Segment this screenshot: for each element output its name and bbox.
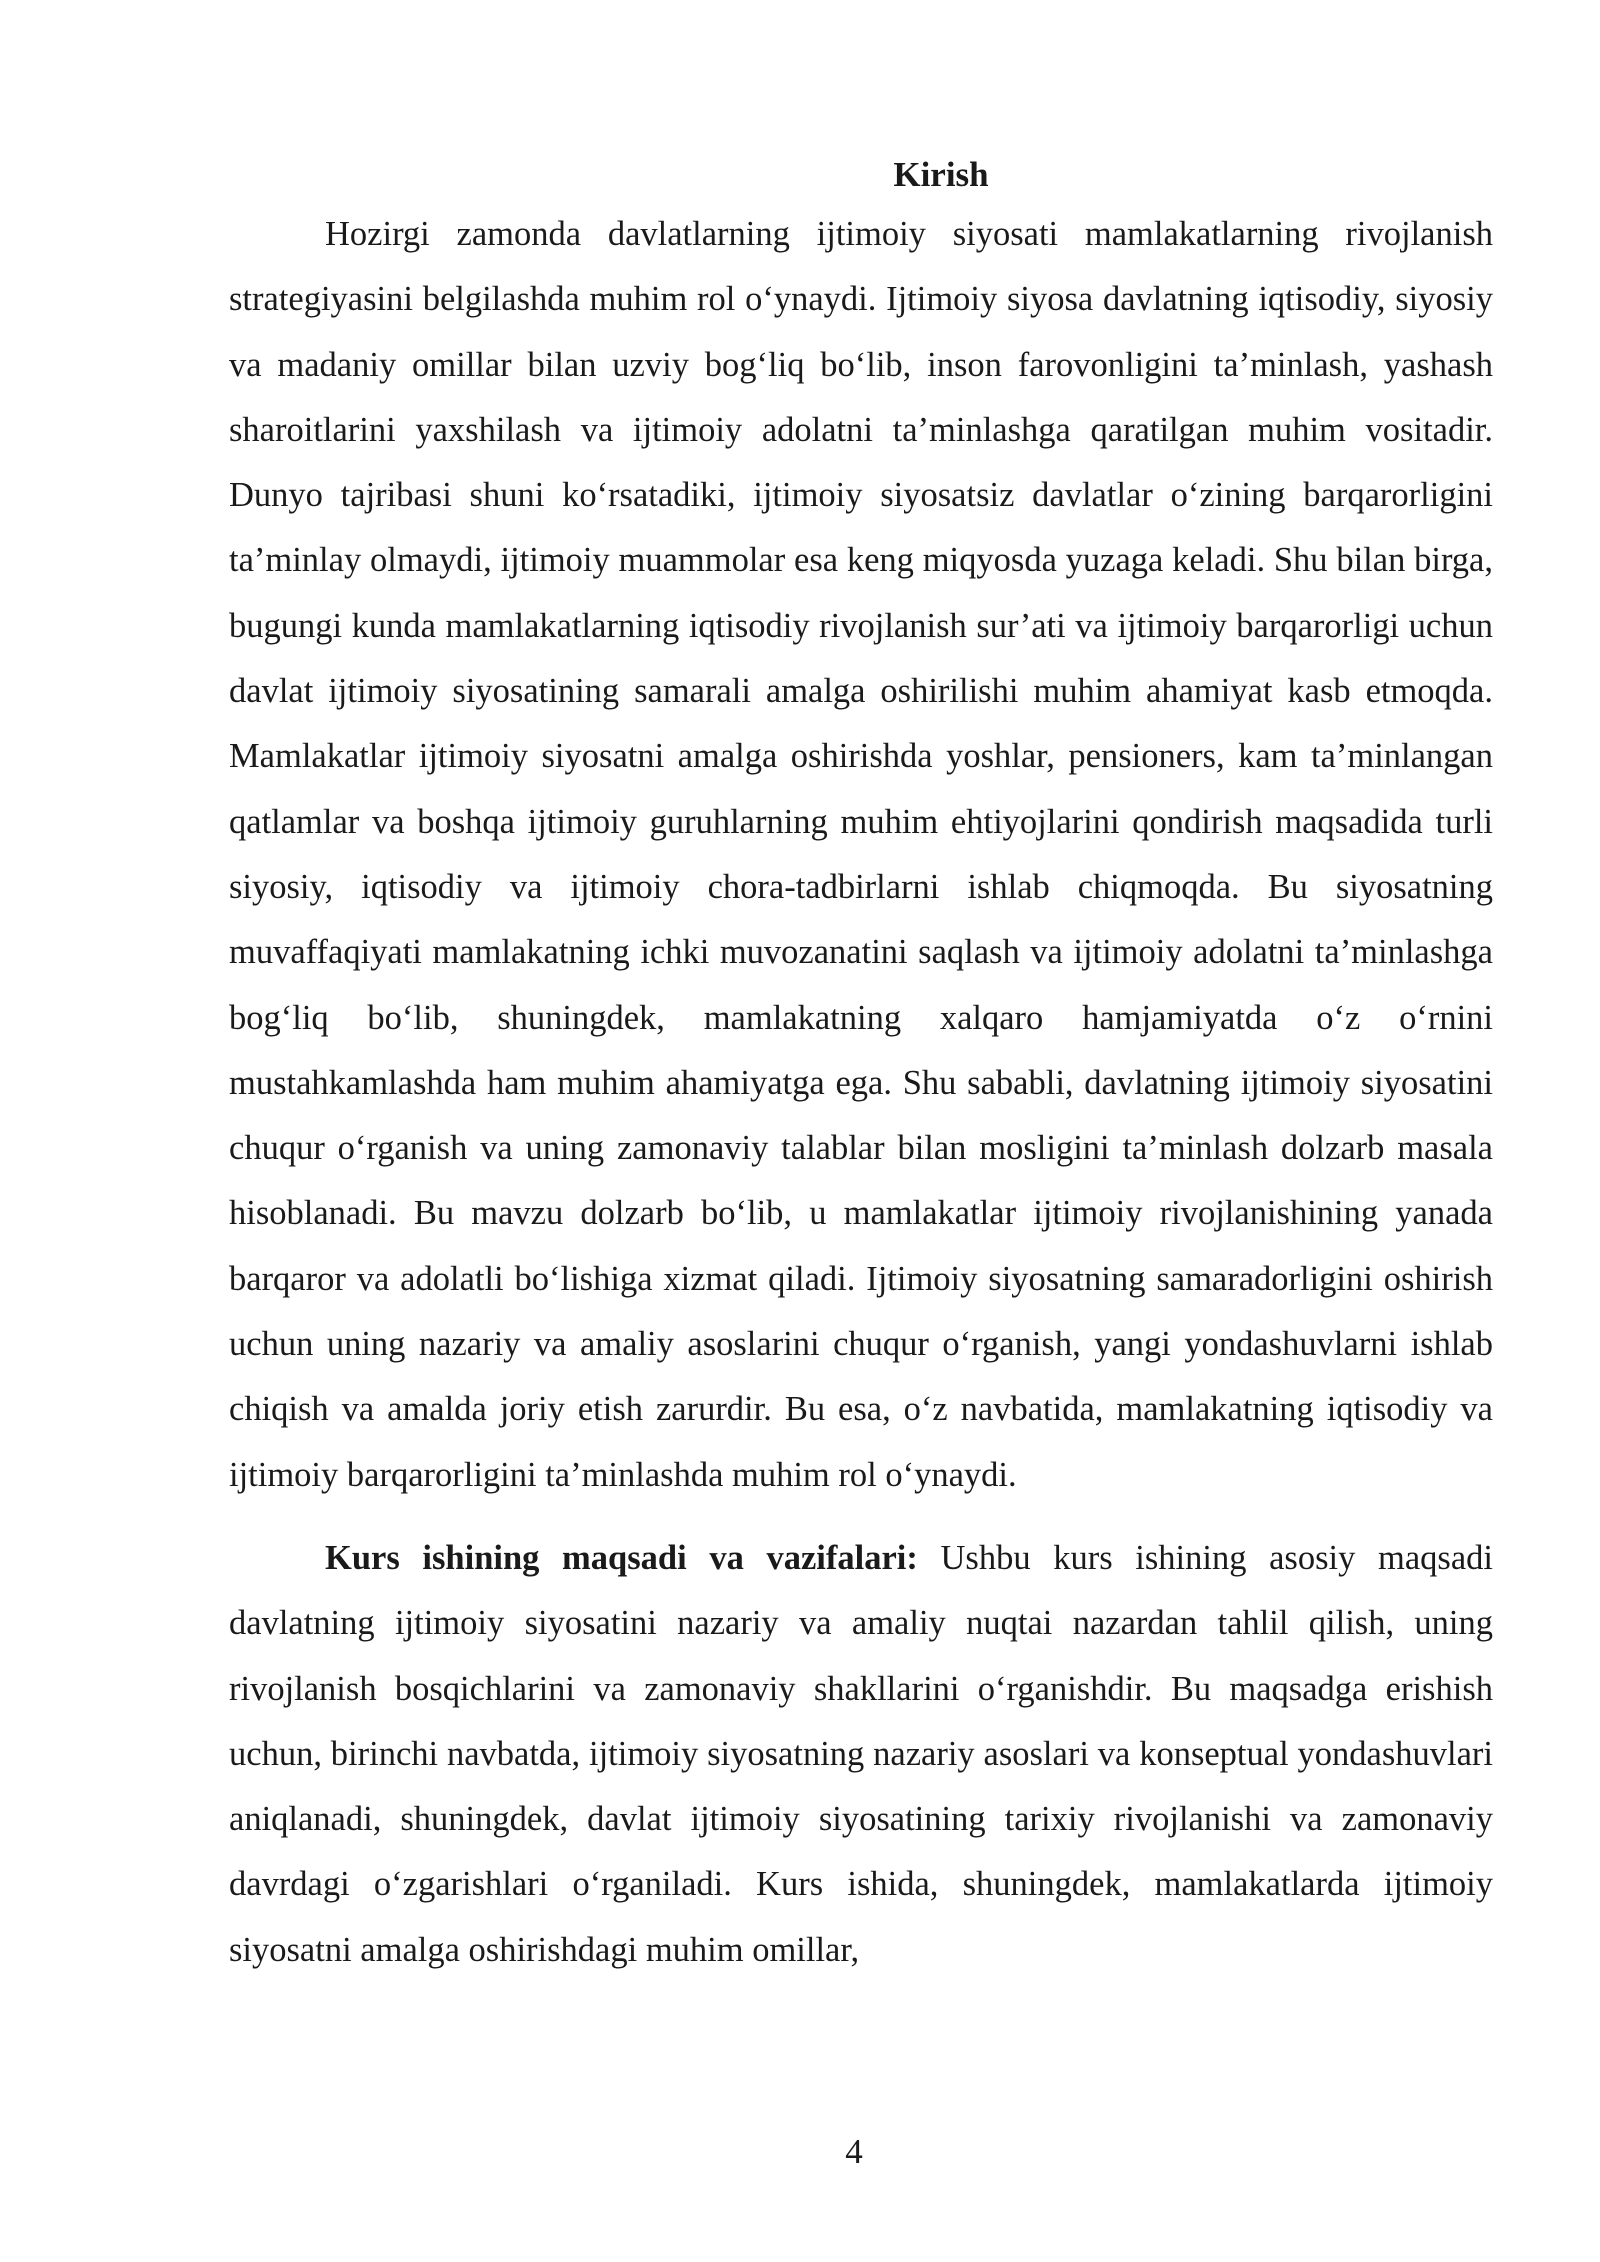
- paragraph-text: Hozirgi zamonda davlatlarning ijtimoiy siyosati mamlakatlarning rivojlanish strategiyasini belgilashda muhim rol o‘ynaydi. Ijtimoiy siyosa davlatning iqtisodiy, siyosiy va madaniy omillar bilan uzviy bog‘liq bo‘lib, inson farovonligini ta’minlash, yashash sharoitlarini yaxshilash va ijtimoiy adolatni ta’minlashga qaratilgan muhim vositadir. Dunyo tajribasi shuni ko‘rsatadiki, ijtimoiy siyosatsiz davlatlar o‘zining barqarorligini ta’minlay olmaydi, ijtimoiy muammolar esa keng miqyosda yuzaga keladi. Shu bilan birga, bugungi kunda mamlakatlarning iqtisodiy rivojlanish sur’ati va ijtimoiy barqarorligi uchun davlat ijtimoiy siyosatining samarali amalga oshirilishi muhim ahamiyat kasb etmoqda. Mamlakatlar ijtimoiy siyosatni amalga oshirishda yoshlar, pensioners, kam ta’minlangan qatlamlar va boshqa ijtimoiy guruhlarning muhim ehtiyojlarini qondirish maqsadida turli siyosiy, iqtisodiy va ijtimoiy chora-tadbirlarni ishlab chiqmoqda. Bu siyosatning muvaffaqiyati mamlakatning ichki muvozanatini saqlash va ijtimoiy adolatni ta’minlashga bog‘liq bo‘lib, shuningdek, mamlakatning xalqaro hamjamiyatda o‘z o‘rnini mustahkamlashda ham muhim ahamiyatga ega. Shu sababli, davlatning ijtimoiy siyosatini chuqur o‘rganish va uning zamonaviy talablar bilan mosligini ta’minlash dolzarb masala hisoblanadi. Bu mavzu dolzarb bo‘lib, u mamlakatlar ijtimoiy rivojlanishining yanada barqaror va adolatli bo‘lishiga xizmat qiladi. Ijtimoiy siyosatning samaradorligini oshirish uchun uning nazariy va amaliy asoslarini chuqur o‘rganish, yangi yondashuvlarni ishlab chiqish va amalda joriy etish zarurdir. Bu esa, o‘z navbatida, mamlakatning iqtisodiy va ijtimoiy barqarorligini ta’minlashda muhim rol o‘ynaydi.: [229, 215, 1493, 1494]
- paragraph-goals: [229, 1526, 1493, 1983]
- paragraph-introduction: [229, 202, 1493, 1508]
- paragraph-lead: Kurs ishining maqsadi va vazifalari:: [325, 1538, 918, 1577]
- page-number: 4: [845, 2132, 863, 2171]
- section-heading: Kirish: [893, 155, 989, 194]
- page-content: [229, 148, 1493, 1983]
- paragraph-text: Ushbu kurs ishining asosiy maqsadi davlatning ijtimoiy siyosatini nazariy va amaliy nuqtai nazardan tahlil qilish, uning rivojlanish bosqichlarini va zamonaviy shakllarini o‘rganishdir. Bu maqsadga erishish uchun, birinchi navbatda, ijtimoiy siyosatning nazariy asoslari va konseptual yondashuvlari aniqlanadi, shuningdek, davlat ijtimoiy siyosatining tarixiy rivojlanishi va zamonaviy davrdagi o‘zgarishlari o‘rganiladi. Kurs ishida, shuningdek, mamlakatlarda ijtimoiy siyosatni amalga oshirishdagi muhim omillar,: [229, 1538, 1493, 1969]
